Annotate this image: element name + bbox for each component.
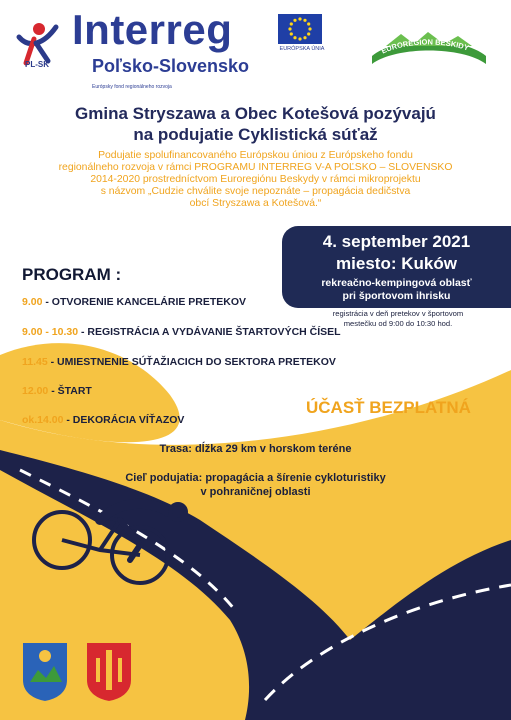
registration-note: mestečku od 9:00 do 10:30 hod. xyxy=(343,319,453,328)
intro-line: Podujatie spolufinancovaného Európskou úniou z Európskeho fondu xyxy=(98,150,413,161)
program-item xyxy=(22,385,92,397)
program-time: 9.00 - 10.30 xyxy=(22,326,79,338)
event-venue: pri športovom ihrisku xyxy=(342,290,451,302)
intro-line: 2014-2020 prostredníctvom Euroregiónu Beskydy v rámci mikroprojektu xyxy=(90,174,421,185)
program-item xyxy=(22,326,341,338)
program-activity: - UMIESTNENIE SÚŤAŽIACICH DO SEKTORA PRETEKOV xyxy=(50,356,336,368)
program-item xyxy=(22,296,246,308)
program-activity: - REGISTRÁCIA A VYDÁVANIE ŠTARTOVÝCH ČÍSEL xyxy=(80,326,341,338)
route-info: Trasa: dĺžka 29 km v horskom teréne xyxy=(159,443,352,455)
registration-note: registrácia v deň pretekov v športovom xyxy=(332,309,464,318)
event-title-line2: na podujatie Cyklistická súťaž xyxy=(133,125,378,144)
program-activity: - ŠTART xyxy=(51,385,92,397)
program-time: 11.45 xyxy=(22,356,48,368)
event-venue: rekreačno-kempingová oblasť xyxy=(321,277,472,289)
program-item xyxy=(22,356,336,368)
free-entry-label: ÚČASŤ BEZPLATNÁ xyxy=(306,398,471,417)
program-item xyxy=(22,414,184,426)
eu-caption: EURÓPSKA ÚNIA xyxy=(279,46,325,52)
event-goal: Cieľ podujatia: propagácia a šírenie cykloturistiky xyxy=(125,472,386,484)
euroregion-label: EUROREGION BESKIDY xyxy=(379,37,471,56)
event-goal: v pohraničnej oblasti xyxy=(200,486,311,498)
interreg-logo-word: Interreg xyxy=(72,6,233,53)
intro-line: s názvom „Cudzie chválite svoje nepoznáte – propagácia dedičstva xyxy=(100,186,411,197)
fund-caption: Európsky fond regionálneho rozvoja xyxy=(92,84,172,90)
euroregion-beskidy-logo xyxy=(366,26,492,66)
program-activity: - OTVORENIE KANCELÁRIE PRETEKOV xyxy=(45,296,247,308)
interreg-logo-subtitle: Poľsko-Slovensko xyxy=(92,56,249,76)
pl-sk-label: PL-SK xyxy=(25,60,49,69)
kotesova-crest-icon xyxy=(84,640,134,704)
program-time: 9.00 xyxy=(22,296,43,308)
intro-line: regionálneho rozvoja v rámci PROGRAMU INTERREG V-A POĽSKO – SLOVENSKO xyxy=(58,162,453,173)
event-place: miesto: Kuków xyxy=(336,254,457,273)
stryszawa-crest-icon xyxy=(20,640,70,704)
eu-flag-icon xyxy=(278,14,322,44)
intro-line: obcí Stryszawa a Kotešová.“ xyxy=(189,198,322,209)
program-time: 12.00 xyxy=(22,385,49,397)
program-time: ok.14.00 xyxy=(22,414,64,426)
event-title-line1: Gmina Stryszawa a Obec Kotešová pozývajú xyxy=(75,104,436,123)
event-date: 4. september 2021 xyxy=(322,232,471,251)
program-heading: PROGRAM : xyxy=(22,265,122,284)
program-activity: - DEKORÁCIA VÍŤAZOV xyxy=(66,414,185,426)
